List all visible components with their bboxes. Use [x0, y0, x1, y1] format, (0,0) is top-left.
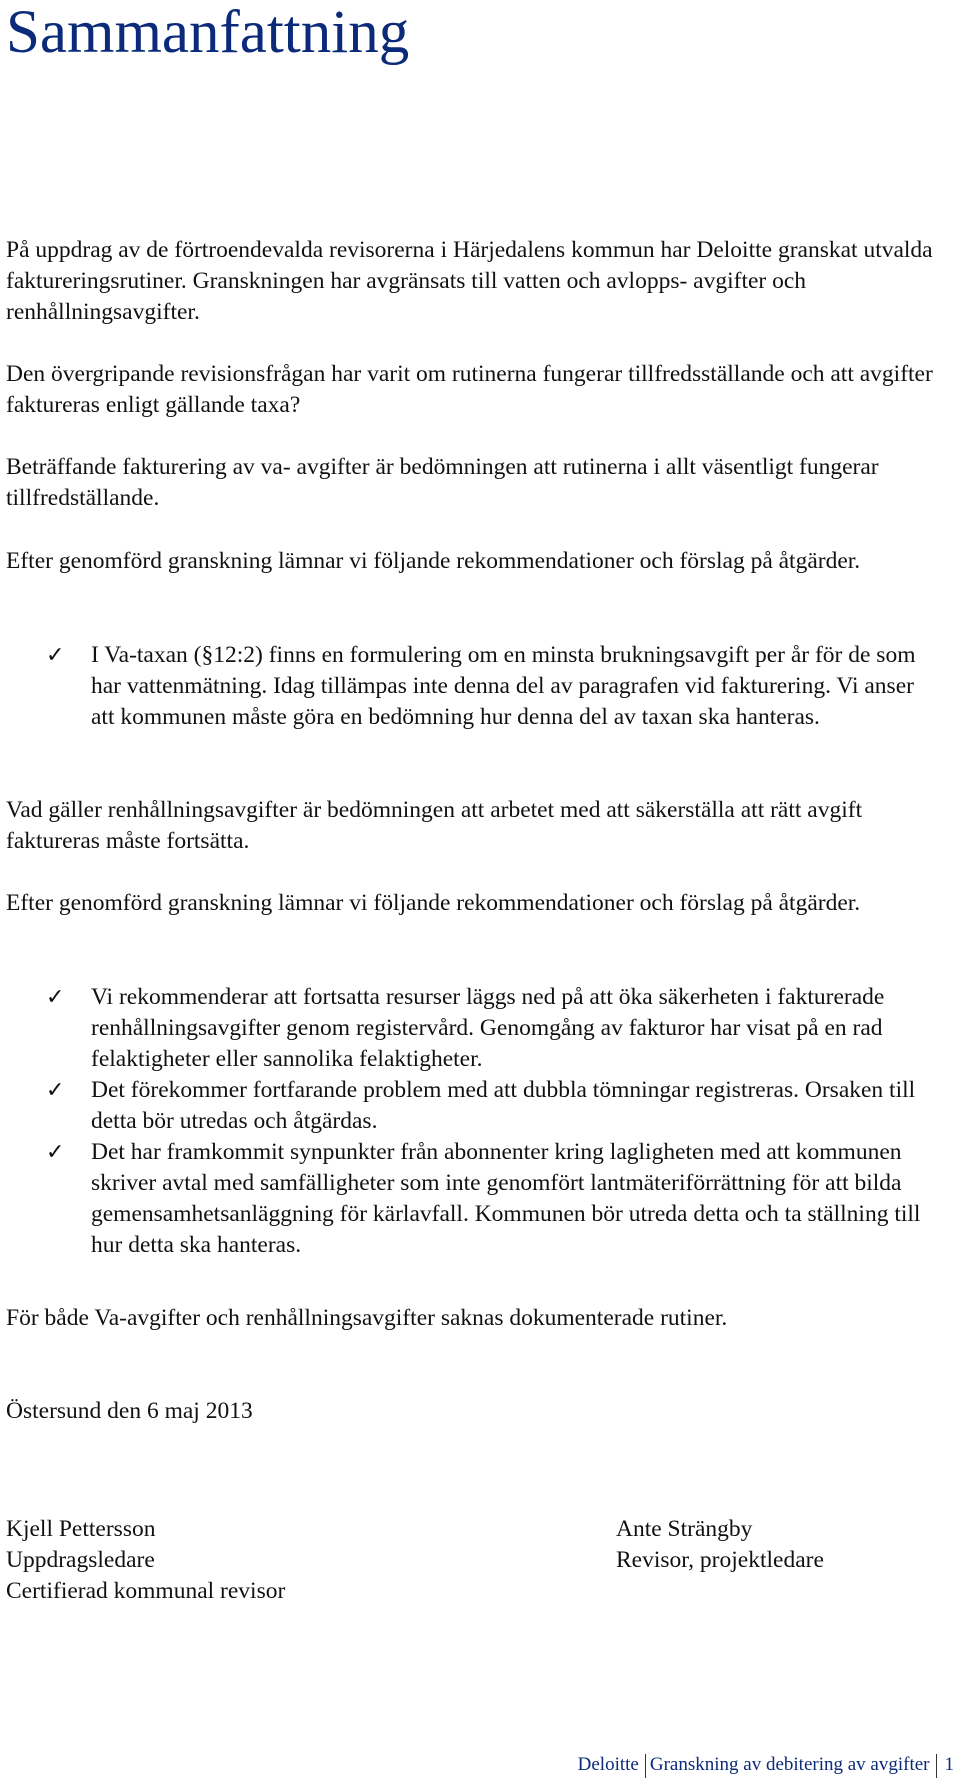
- intro-paragraph: På uppdrag av de förtroendevalda revisorerna i Härjedalens kommun har Deloitte granskat utvalda faktureringsrutiner. Granskningen har avgränsats till vatten och avlopps- avgifter och renhållningsavgifter.: [6, 237, 933, 325]
- check-mark-icon: ✓: [46, 1078, 65, 1103]
- list-item: [6, 1137, 941, 1261]
- footer-report-title: Granskning av debitering av avgifter: [649, 1754, 930, 1775]
- revision-question-paragraph: Den övergripande revisionsfrågan har varit om rutinerna fungerar tillfredsställande och att avgifter faktureras enligt gällande taxa?: [6, 361, 933, 418]
- footer-divider: [645, 1754, 646, 1778]
- check-mark-icon: ✓: [46, 643, 65, 668]
- footer-company: Deloitte: [577, 1754, 639, 1775]
- page-footer: [578, 1753, 954, 1778]
- list-item: [6, 640, 941, 733]
- signatory-role: Revisor, projektledare: [616, 1547, 824, 1573]
- place-date: Östersund den 6 maj 2013: [6, 1398, 253, 1424]
- renhallning-recommendation-list: [6, 982, 941, 1261]
- recommendations-intro-paragraph: Efter genomförd granskning lämnar vi följande rekommendationer och förslag på åtgärder.: [6, 548, 861, 574]
- routines-paragraph: För både Va-avgifter och renhållningsavgifter saknas dokumenterade rutiner.: [6, 1305, 728, 1331]
- check-mark-icon: ✓: [46, 985, 65, 1010]
- signatory-name: Ante Strängby: [616, 1516, 753, 1542]
- signatory-title: Certifierad kommunal revisor: [6, 1578, 286, 1604]
- signature-block-left: [6, 1514, 285, 1607]
- list-item: [6, 1075, 941, 1137]
- signature-block-right: [616, 1514, 824, 1576]
- signatory-name: Kjell Pettersson: [6, 1516, 156, 1542]
- list-item-text: Det förekommer fortfarande problem med att dubbla tömningar registreras. Orsaken till detta bör utredas och åtgärdas.: [91, 1077, 916, 1134]
- check-mark-icon: ✓: [46, 1140, 65, 1165]
- list-item: [6, 982, 941, 1075]
- page-number: 1: [944, 1754, 954, 1775]
- list-item-text: Det har framkommit synpunkter från abonnenter kring lagligheten med att kommunen skriver avtal med samfälligheter som inte genomfört lantmäteriförrättning för att bilda gemensamhetsanläggning för kärlavfall. Kommunen bör utreda detta och ta ställning till hur detta ska hanteras.: [91, 1139, 921, 1258]
- footer-divider: [936, 1754, 937, 1778]
- recommendations-intro-paragraph-2: Efter genomförd granskning lämnar vi följande rekommendationer och förslag på åtgärder.: [6, 890, 861, 916]
- list-item-text: Vi rekommenderar att fortsatta resurser läggs ned på att öka säkerheten i fakturerade renhållningsavgifter genom registervård. Genomgång av fakturor har visat på en rad felaktigheter eller sannolika felaktigheter.: [91, 984, 885, 1072]
- va-assessment-paragraph: Beträffande fakturering av va- avgifter är bedömningen att rutinerna i allt väsentligt fungerar tillfredställande.: [6, 454, 879, 511]
- signatory-role: Uppdragsledare: [6, 1547, 155, 1573]
- renhallning-assessment-paragraph: Vad gäller renhållningsavgifter är bedömningen att arbetet med att säkerställa att rätt avgift faktureras måste fortsätta.: [6, 797, 863, 854]
- list-item-text: I Va-taxan (§12:2) finns en formulering om en minsta brukningsavgift per år för de som har vattenmätning. Idag tillämpas inte denna del av paragrafen vid fakturering. Vi anser att kommunen måste göra en bedömning hur denna del av taxan ska hanteras.: [91, 642, 916, 730]
- va-recommendation-list: [6, 640, 941, 733]
- page-title: Sammanfattning: [6, 0, 410, 66]
